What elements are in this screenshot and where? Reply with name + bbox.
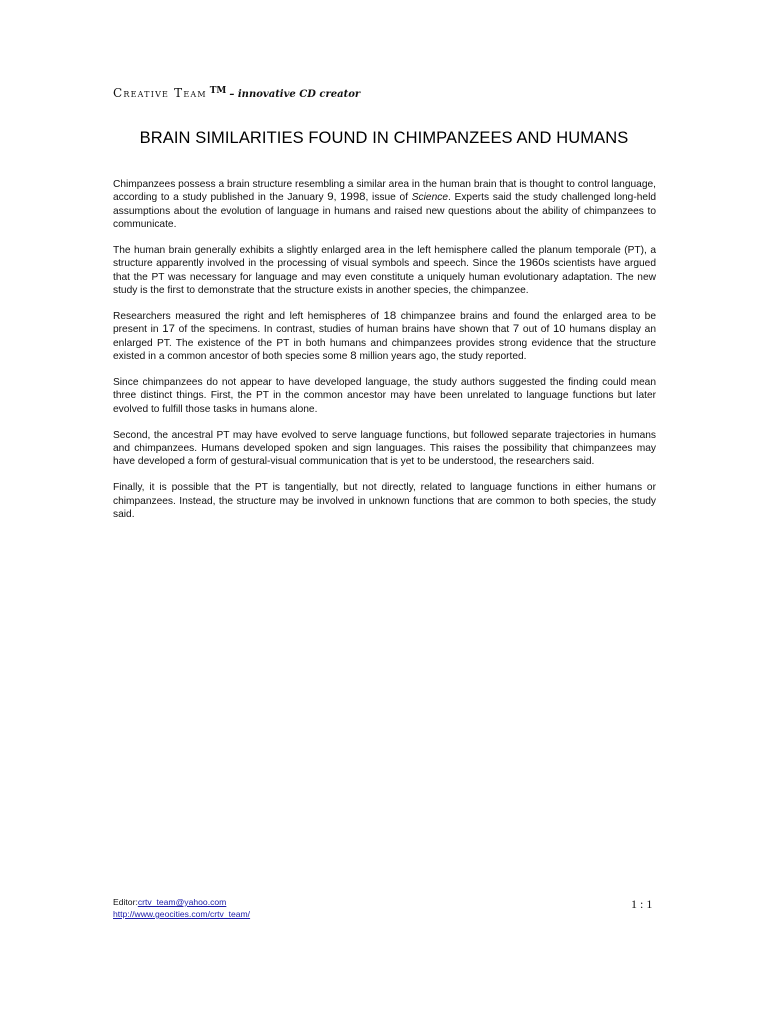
editor-line: [113, 896, 250, 908]
text-run: 1960: [519, 257, 545, 270]
text-run: chimpanzee brains and found the enlarged area to be present in: [113, 311, 656, 336]
text-run: 17: [162, 323, 175, 336]
text-run: , issue of: [365, 192, 412, 204]
text-run: 10: [552, 323, 566, 336]
brand-name: Creative Team: [113, 86, 207, 100]
text-run: 1998: [340, 191, 366, 204]
header: [113, 86, 360, 100]
brand-tagline: – innovative CD creator: [229, 89, 361, 100]
text-run: s scientists have argued that the PT was necessary for language and may even constitute a uniquely human evolutionary adaptation. The new study is the first to demonstrate that the structure exists in another species, the chimpanzee.: [113, 258, 657, 297]
website-link[interactable]: http://www.geocities.com/crtv_team/: [113, 909, 251, 919]
text-run: Chimpanzees possess a brain structure resembling a similar area in the human brain that is thought to control language, according to a study published in the January: [113, 179, 656, 204]
editor-email-link[interactable]: crtv_team@yahoo.com: [137, 897, 227, 907]
text-run: humans display an enlarged PT. The existence of the PT in both humans and chimpanzees provides strong evidence that the structure existed in a common ancestor of both species some: [113, 324, 656, 363]
text-run: 7: [512, 323, 520, 336]
editor-label: Editor:: [113, 897, 138, 907]
text-run: 18: [383, 310, 397, 323]
text-run: ,: [333, 192, 341, 204]
article-body: [113, 178, 656, 534]
paragraph-3: [113, 310, 656, 364]
footer: [113, 896, 250, 920]
text-run: 8: [350, 350, 357, 363]
journal-name: Science: [411, 192, 448, 204]
text-run: . Experts said the study challenged long-held assumptions about the evolution of language in humans and raised new questions about the ability of chimpanzees to communicate.: [113, 192, 656, 231]
text-run: The human brain generally exhibits a slightly enlarged area in the left hemisphere called the planum temporale (PT), a structure apparently involved in the processing of visual symbols and speech. Since the: [113, 245, 656, 270]
paragraph-4: Since chimpanzees do not appear to have developed language, the study authors suggested the finding could mean three distinct things. First, the PT in the common ancestor may have been unrelated to language functions but later evolved to fulfill those tasks in humans alone.: [113, 377, 656, 415]
trademark-mark: TM: [209, 86, 227, 96]
text-run: 9: [327, 191, 334, 204]
text-run: million years ago, the study reported.: [356, 351, 527, 363]
paragraph-1: [113, 178, 656, 232]
paragraph-6: Finally, it is possible that the PT is tangentially, but not directly, related to language functions in either humans or chimpanzees. Instead, the structure may be involved in unknown functions that are common to both species, the study said.: [113, 482, 656, 521]
document-title: BRAIN SIMILARITIES FOUND IN CHIMPANZEES AND HUMANS: [139, 129, 629, 147]
paragraph-2: [113, 244, 656, 298]
website-line: [113, 908, 250, 920]
text-run: of the specimens. In contrast, studies of human brains have shown that: [174, 324, 513, 336]
text-run: out of: [519, 324, 553, 336]
paragraph-5: Second, the ancestral PT may have evolved to serve language functions, but followed separate trajectories in humans and chimpanzees. Humans developed spoken and sign languages. This raises the possibility that chimpanzees may have developed a form of gestural-visual communication that is yet to be understood, the researchers said.: [113, 429, 656, 468]
page-number: 1 : 1: [631, 897, 653, 911]
text-run: Researchers measured the right and left hemispheres of: [113, 311, 384, 323]
